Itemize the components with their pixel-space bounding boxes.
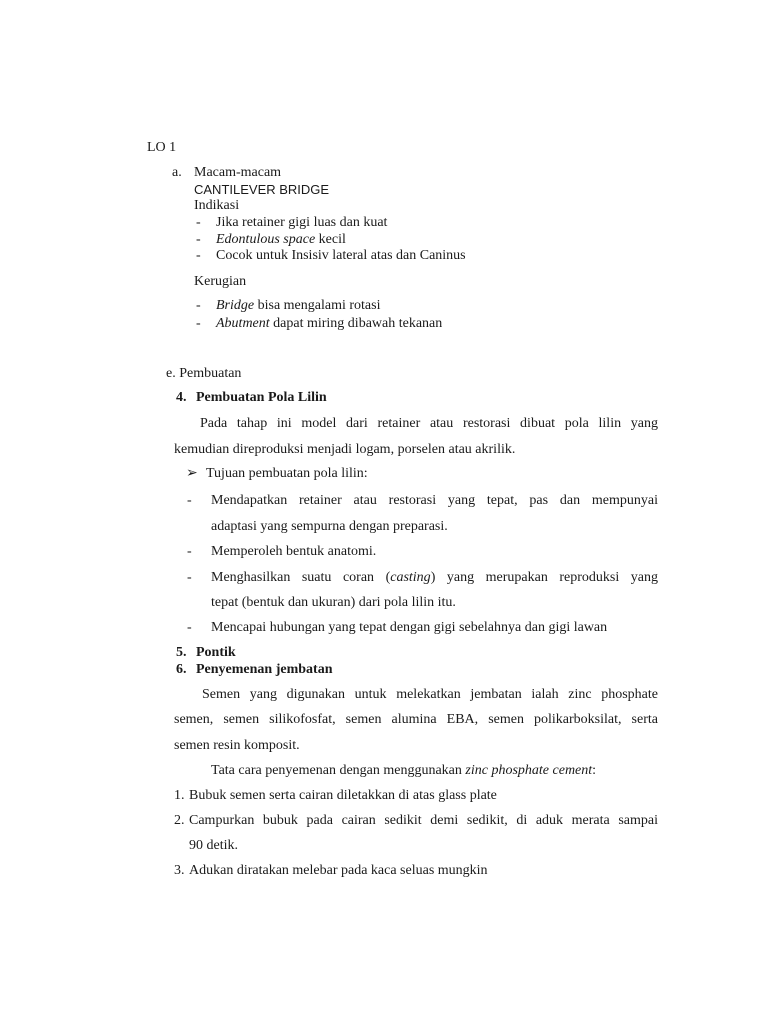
item-text: ) yang merupakan reproduksi yang (430, 570, 658, 585)
item-text: bisa mengalami rotasi (254, 298, 381, 313)
paragraph-line: kemudian direproduksi menjadi logam, porselen atau akrilik. (174, 442, 516, 457)
kerugian-item (216, 315, 442, 332)
item-text: Tata cara penyemenan dengan menggunakan (211, 763, 466, 778)
step-number: 3. (174, 863, 185, 878)
dash: - (187, 570, 192, 585)
paragraph-line: Semen yang digunakan untuk melekatkan jembatan ialah zinc phosphate (202, 687, 658, 702)
section-e-label: e. Pembuatan (166, 366, 242, 381)
item4-title: Pembuatan Pola Lilin (196, 390, 327, 405)
step-line: Adukan diratakan melebar pada kaca seluas mungkin (189, 863, 488, 878)
dash: - (187, 544, 192, 559)
paragraph-line: Pada tahap ini model dari retainer atau restorasi dibuat pola lilin yang (200, 416, 658, 431)
paragraph-line: semen resin komposit. (174, 738, 300, 753)
italic-term: Edontulous space (216, 232, 316, 247)
heading-lo1: LO 1 (147, 140, 177, 155)
section-a-marker: a. (172, 165, 182, 180)
dash: - (196, 248, 201, 263)
indikasi-item (216, 231, 346, 248)
item-number: 4. (176, 390, 187, 405)
item-text: kecil (315, 232, 346, 247)
item5-title: Pontik (196, 645, 236, 660)
tujuan-heading: Tujuan pembuatan pola lilin: (206, 466, 368, 481)
item-text: Menghasilkan suatu coran ( (211, 570, 391, 585)
kerugian-label: Kerugian (194, 274, 247, 289)
kerugian-item (216, 297, 380, 314)
item-text: : (592, 763, 597, 778)
dash: - (196, 215, 201, 230)
indikasi-label: Indikasi (194, 198, 240, 213)
italic-term: casting (390, 570, 431, 585)
tujuan-item-line: Mencapai hubungan yang tepat dengan gigi sebelahnya dan gigi lawan (211, 620, 608, 635)
italic-term: zinc phosphate cement (465, 763, 593, 778)
tujuan-item-line: tepat (bentuk dan ukuran) dari pola lilin itu. (211, 595, 456, 610)
step-number: 2. (174, 813, 185, 828)
step-line: Bubuk semen serta cairan diletakkan di atas glass plate (189, 788, 497, 803)
dash: - (196, 316, 201, 331)
dash: - (196, 232, 201, 247)
tujuan-item-line: Memperoleh bentuk anatomi. (211, 544, 377, 559)
dash: - (187, 493, 192, 508)
tujuan-item-line (211, 569, 658, 586)
tujuan-item-line: adaptasi yang sempurna dengan preparasi. (211, 519, 448, 534)
step-line: Campurkan bubuk pada cairan sedikit demi sedikit, di aduk merata sampai (189, 813, 658, 828)
dash: - (187, 620, 192, 635)
tujuan-item-line: Mendapatkan retainer atau restorasi yang tepat, pas dan mempunyai (211, 493, 658, 508)
tata-cara-line (211, 762, 596, 779)
cantilever-bridge-subtitle: CANTILEVER BRIDGE (194, 182, 330, 197)
item-number: 6. (176, 662, 187, 677)
step-number: 1. (174, 788, 185, 803)
indikasi-item: Cocok untuk Insisiv lateral atas dan Caninus (216, 248, 466, 263)
indikasi-item: Jika retainer gigi luas dan kuat (216, 215, 388, 230)
dash: - (196, 298, 201, 313)
item6-title: Penyemenan jembatan (196, 662, 333, 677)
item-text: dapat miring dibawah tekanan (269, 316, 443, 331)
step-line: 90 detik. (189, 838, 238, 853)
paragraph-line: semen, semen silikofosfat, semen alumina EBA, semen polikarboksilat, serta (174, 712, 658, 727)
arrow-bullet-icon: ➢ (186, 466, 198, 481)
italic-term: Abutment (216, 316, 270, 331)
item-number: 5. (176, 645, 187, 660)
section-a-title: Macam-macam (194, 165, 282, 180)
italic-term: Bridge (216, 298, 255, 313)
